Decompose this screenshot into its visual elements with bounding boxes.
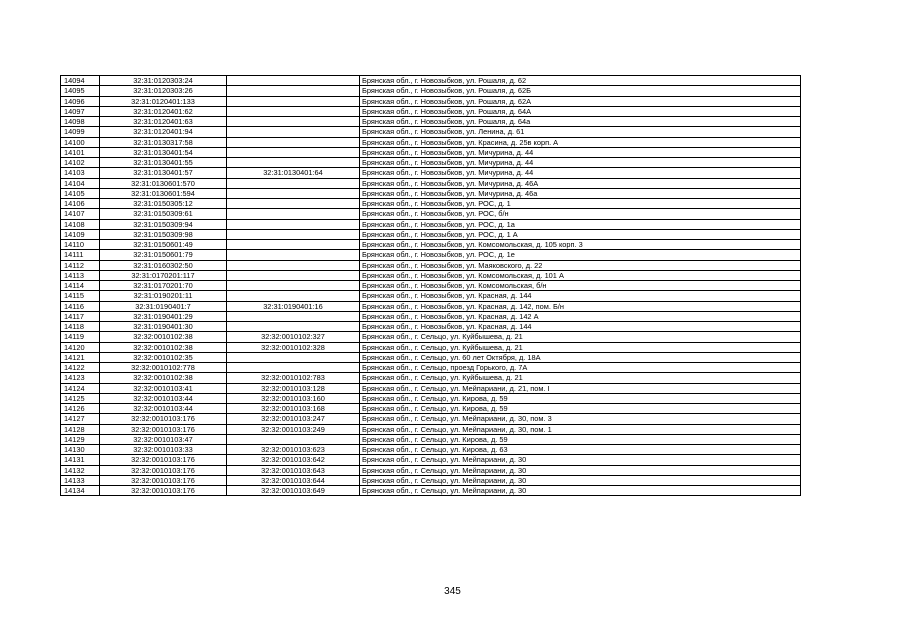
row-number-cell: 14108 — [61, 219, 100, 229]
row-number-cell: 14128 — [61, 424, 100, 434]
address-cell: Брянская обл., г. Новозыбков, ул. Маяковского, д. 22 — [360, 260, 801, 270]
address-cell: Брянская обл., г. Новозыбков, ул. Мичурина, д. 44 — [360, 168, 801, 178]
row-number-cell: 14130 — [61, 445, 100, 455]
address-cell: Брянская обл., г. Новозыбков, ул. Комсомольская, д. 105 корп. 3 — [360, 240, 801, 250]
cadastral-number-cell: 32:31:0130401:57 — [100, 168, 227, 178]
row-number-cell: 14131 — [61, 455, 100, 465]
related-cadastral-number-cell — [227, 96, 360, 106]
row-number-cell: 14110 — [61, 240, 100, 250]
address-cell: Брянская обл., г. Новозыбков, ул. Рошаля, д. 62 — [360, 76, 801, 86]
row-number-cell: 14113 — [61, 270, 100, 280]
row-number-cell: 14125 — [61, 393, 100, 403]
cadastral-number-cell: 32:32:0010102:778 — [100, 363, 227, 373]
cadastral-number-cell: 32:32:0010103:176 — [100, 475, 227, 485]
cadastral-number-cell: 32:31:0150601:79 — [100, 250, 227, 260]
related-cadastral-number-cell — [227, 352, 360, 362]
related-cadastral-number-cell — [227, 229, 360, 239]
table-row — [61, 342, 801, 352]
related-cadastral-number-cell — [227, 137, 360, 147]
address-cell: Брянская обл., г. Сельцо, ул. Мейпариани, д. 30 — [360, 486, 801, 496]
table-row — [61, 281, 801, 291]
address-cell: Брянская обл., г. Новозыбков, ул. РОС, д. 1 — [360, 199, 801, 209]
cadastral-number-cell: 32:32:0010103:176 — [100, 465, 227, 475]
cadastral-number-cell: 32:32:0010103:176 — [100, 414, 227, 424]
row-number-cell: 14107 — [61, 209, 100, 219]
table-row — [61, 158, 801, 168]
cadastral-number-cell: 32:31:0190401:7 — [100, 301, 227, 311]
table-row — [61, 260, 801, 270]
row-number-cell: 14122 — [61, 363, 100, 373]
page-number: 345 — [444, 586, 461, 597]
cadastral-number-cell: 32:32:0010103:176 — [100, 424, 227, 434]
address-cell: Брянская обл., г. Сельцо, ул. Мейпариани, д. 30 — [360, 475, 801, 485]
row-number-cell: 14115 — [61, 291, 100, 301]
related-cadastral-number-cell — [227, 147, 360, 157]
cadastral-number-cell: 32:32:0010103:44 — [100, 404, 227, 414]
address-cell: Брянская обл., г. Сельцо, ул. Кирова, д. 59 — [360, 434, 801, 444]
table-row — [61, 475, 801, 485]
related-cadastral-number-cell — [227, 158, 360, 168]
cadastral-number-cell: 32:31:0190201:11 — [100, 291, 227, 301]
related-cadastral-number-cell — [227, 322, 360, 332]
cadastral-number-cell: 32:31:0150309:94 — [100, 219, 227, 229]
address-cell: Брянская обл., г. Новозыбков, ул. Красная, д. 142, пом. Б/н — [360, 301, 801, 311]
address-cell: Брянская обл., г. Сельцо, ул. Кирова, д. 59 — [360, 404, 801, 414]
table-row — [61, 209, 801, 219]
related-cadastral-number-cell — [227, 76, 360, 86]
address-cell: Брянская обл., г. Сельцо, ул. Мейпариани, д. 21, пом. I — [360, 383, 801, 393]
address-cell: Брянская обл., г. Новозыбков, ул. РОС, д. 1а — [360, 219, 801, 229]
row-number-cell: 14124 — [61, 383, 100, 393]
table-row — [61, 178, 801, 188]
row-number-cell: 14099 — [61, 127, 100, 137]
table-row — [61, 270, 801, 280]
table-row — [61, 373, 801, 383]
cadastral-number-cell: 32:31:0150305:12 — [100, 199, 227, 209]
related-cadastral-number-cell: 32:32:0010103:160 — [227, 393, 360, 403]
related-cadastral-number-cell — [227, 209, 360, 219]
related-cadastral-number-cell — [227, 106, 360, 116]
address-cell: Брянская обл., г. Новозыбков, ул. Рошаля, д. 62Б — [360, 86, 801, 96]
related-cadastral-number-cell — [227, 188, 360, 198]
related-cadastral-number-cell: 32:32:0010103:649 — [227, 486, 360, 496]
row-number-cell: 14104 — [61, 178, 100, 188]
row-number-cell: 14126 — [61, 404, 100, 414]
table-row — [61, 404, 801, 414]
address-cell: Брянская обл., г. Новозыбков, ул. Мичурина, д. 46А — [360, 178, 801, 188]
row-number-cell: 14096 — [61, 96, 100, 106]
table-row — [61, 137, 801, 147]
cadastral-number-cell: 32:32:0010103:41 — [100, 383, 227, 393]
address-cell: Брянская обл., г. Сельцо, ул. Мейпариани, д. 30, пом. 3 — [360, 414, 801, 424]
cadastral-number-cell: 32:32:0010102:38 — [100, 373, 227, 383]
table-row — [61, 229, 801, 239]
address-cell: Брянская обл., г. Сельцо, ул. Мейпариани, д. 30, пом. 1 — [360, 424, 801, 434]
row-number-cell: 14132 — [61, 465, 100, 475]
address-cell: Брянская обл., г. Новозыбков, ул. Рошаля, д. 64а — [360, 117, 801, 127]
address-cell: Брянская обл., г. Сельцо, ул. Мейпариани, д. 30 — [360, 455, 801, 465]
row-number-cell: 14097 — [61, 106, 100, 116]
row-number-cell: 14094 — [61, 76, 100, 86]
row-number-cell: 14111 — [61, 250, 100, 260]
cadastral-number-cell: 32:31:0190401:29 — [100, 311, 227, 321]
address-cell: Брянская обл., г. Сельцо, ул. Кирова, д. 63 — [360, 445, 801, 455]
address-cell: Брянская обл., г. Новозыбков, ул. Красина, д. 25в корп. А — [360, 137, 801, 147]
related-cadastral-number-cell: 32:32:0010102:327 — [227, 332, 360, 342]
cadastral-number-cell: 32:32:0010103:47 — [100, 434, 227, 444]
related-cadastral-number-cell — [227, 363, 360, 373]
address-cell: Брянская обл., г. Новозыбков, ул. Красная, д. 144 — [360, 322, 801, 332]
cadastral-number-cell: 32:32:0010102:38 — [100, 332, 227, 342]
address-cell: Брянская обл., г. Новозыбков, ул. Ленина, д. 61 — [360, 127, 801, 137]
table-row — [61, 424, 801, 434]
table-row — [61, 291, 801, 301]
row-number-cell: 14123 — [61, 373, 100, 383]
table-row — [61, 455, 801, 465]
related-cadastral-number-cell: 32:32:0010103:247 — [227, 414, 360, 424]
cadastral-number-cell: 32:32:0010103:176 — [100, 455, 227, 465]
cadastral-number-cell: 32:31:0170201:70 — [100, 281, 227, 291]
table-row — [61, 363, 801, 373]
cadastral-number-cell: 32:31:0150601:49 — [100, 240, 227, 250]
related-cadastral-number-cell: 32:32:0010103:249 — [227, 424, 360, 434]
table-row — [61, 445, 801, 455]
row-number-cell: 14098 — [61, 117, 100, 127]
table-row — [61, 199, 801, 209]
related-cadastral-number-cell — [227, 281, 360, 291]
related-cadastral-number-cell — [227, 291, 360, 301]
table-row — [61, 117, 801, 127]
address-cell: Брянская обл., г. Новозыбков, ул. РОС, д. 1е — [360, 250, 801, 260]
address-cell: Брянская обл., г. Новозыбков, ул. Рошаля, д. 62А — [360, 96, 801, 106]
row-number-cell: 14100 — [61, 137, 100, 147]
address-cell: Брянская обл., г. Сельцо, проезд Горького, д. 7А — [360, 363, 801, 373]
row-number-cell: 14129 — [61, 434, 100, 444]
related-cadastral-number-cell — [227, 250, 360, 260]
address-cell: Брянская обл., г. Новозыбков, ул. РОС, д. 1 А — [360, 229, 801, 239]
table-row — [61, 106, 801, 116]
address-cell: Брянская обл., г. Сельцо, ул. Куйбышева, д. 21 — [360, 373, 801, 383]
row-number-cell: 14133 — [61, 475, 100, 485]
cadastral-number-cell: 32:31:0170201:117 — [100, 270, 227, 280]
table-row — [61, 168, 801, 178]
registry-table — [60, 75, 801, 496]
related-cadastral-number-cell: 32:31:0130401:64 — [227, 168, 360, 178]
table-row — [61, 240, 801, 250]
related-cadastral-number-cell — [227, 260, 360, 270]
address-cell: Брянская обл., г. Новозыбков, ул. РОС, б/н — [360, 209, 801, 219]
cadastral-number-cell: 32:31:0120401:94 — [100, 127, 227, 137]
cadastral-number-cell: 32:31:0130601:594 — [100, 188, 227, 198]
address-cell: Брянская обл., г. Новозыбков, ул. Мичурина, д. 44 — [360, 147, 801, 157]
row-number-cell: 14102 — [61, 158, 100, 168]
table-row — [61, 383, 801, 393]
cadastral-number-cell: 32:31:0130601:570 — [100, 178, 227, 188]
table-row — [61, 301, 801, 311]
cadastral-number-cell: 32:31:0120401:62 — [100, 106, 227, 116]
address-cell: Брянская обл., г. Сельцо, ул. Куйбышева, д. 21 — [360, 342, 801, 352]
table-row — [61, 434, 801, 444]
related-cadastral-number-cell: 32:32:0010103:623 — [227, 445, 360, 455]
related-cadastral-number-cell: 32:32:0010103:642 — [227, 455, 360, 465]
row-number-cell: 14127 — [61, 414, 100, 424]
related-cadastral-number-cell: 32:31:0190401:16 — [227, 301, 360, 311]
related-cadastral-number-cell — [227, 199, 360, 209]
row-number-cell: 14134 — [61, 486, 100, 496]
address-cell: Брянская обл., г. Новозыбков, ул. Красная, д. 142 А — [360, 311, 801, 321]
related-cadastral-number-cell: 32:32:0010103:168 — [227, 404, 360, 414]
cadastral-number-cell: 32:31:0130401:55 — [100, 158, 227, 168]
related-cadastral-number-cell — [227, 86, 360, 96]
table-row — [61, 311, 801, 321]
row-number-cell: 14119 — [61, 332, 100, 342]
row-number-cell: 14112 — [61, 260, 100, 270]
table-row — [61, 332, 801, 342]
related-cadastral-number-cell — [227, 117, 360, 127]
address-cell: Брянская обл., г. Сельцо, ул. Кирова, д. 59 — [360, 393, 801, 403]
cadastral-number-cell: 32:32:0010103:33 — [100, 445, 227, 455]
table-row — [61, 393, 801, 403]
related-cadastral-number-cell — [227, 219, 360, 229]
row-number-cell: 14120 — [61, 342, 100, 352]
cadastral-number-cell: 32:31:0120401:133 — [100, 96, 227, 106]
row-number-cell: 14116 — [61, 301, 100, 311]
related-cadastral-number-cell: 32:32:0010103:643 — [227, 465, 360, 475]
cadastral-number-cell: 32:31:0150309:61 — [100, 209, 227, 219]
related-cadastral-number-cell: 32:32:0010102:328 — [227, 342, 360, 352]
row-number-cell: 14121 — [61, 352, 100, 362]
cadastral-number-cell: 32:32:0010103:176 — [100, 486, 227, 496]
cadastral-number-cell: 32:32:0010103:44 — [100, 393, 227, 403]
address-cell: Брянская обл., г. Новозыбков, ул. Комсомольская, б/н — [360, 281, 801, 291]
related-cadastral-number-cell — [227, 127, 360, 137]
cadastral-number-cell: 32:31:0150309:98 — [100, 229, 227, 239]
cadastral-number-cell: 32:31:0160302:50 — [100, 260, 227, 270]
address-cell: Брянская обл., г. Сельцо, ул. Куйбышева, д. 21 — [360, 332, 801, 342]
cadastral-number-cell: 32:31:0120401:63 — [100, 117, 227, 127]
table-row — [61, 188, 801, 198]
cadastral-number-cell: 32:31:0120303:26 — [100, 86, 227, 96]
row-number-cell: 14114 — [61, 281, 100, 291]
cadastral-number-cell: 32:31:0130401:54 — [100, 147, 227, 157]
cadastral-number-cell: 32:31:0120303:24 — [100, 76, 227, 86]
cadastral-number-cell: 32:32:0010102:38 — [100, 342, 227, 352]
row-number-cell: 14118 — [61, 322, 100, 332]
table-row — [61, 147, 801, 157]
related-cadastral-number-cell: 32:32:0010103:128 — [227, 383, 360, 393]
table-body — [61, 76, 801, 496]
address-cell: Брянская обл., г. Новозыбков, ул. Мичурина, д. 46а — [360, 188, 801, 198]
cadastral-number-cell: 32:32:0010102:35 — [100, 352, 227, 362]
table-row — [61, 219, 801, 229]
address-cell: Брянская обл., г. Сельцо, ул. 60 лет Октября, д. 18А — [360, 352, 801, 362]
row-number-cell: 14109 — [61, 229, 100, 239]
row-number-cell: 14101 — [61, 147, 100, 157]
row-number-cell: 14105 — [61, 188, 100, 198]
row-number-cell: 14117 — [61, 311, 100, 321]
table-row — [61, 486, 801, 496]
table-row — [61, 250, 801, 260]
row-number-cell: 14106 — [61, 199, 100, 209]
related-cadastral-number-cell: 32:32:0010103:644 — [227, 475, 360, 485]
related-cadastral-number-cell: 32:32:0010102:783 — [227, 373, 360, 383]
row-number-cell: 14103 — [61, 168, 100, 178]
related-cadastral-number-cell — [227, 270, 360, 280]
cadastral-number-cell: 32:31:0190401:30 — [100, 322, 227, 332]
related-cadastral-number-cell — [227, 240, 360, 250]
related-cadastral-number-cell — [227, 178, 360, 188]
related-cadastral-number-cell — [227, 311, 360, 321]
row-number-cell: 14095 — [61, 86, 100, 96]
address-cell: Брянская обл., г. Сельцо, ул. Мейпариани, д. 30 — [360, 465, 801, 475]
address-cell: Брянская обл., г. Новозыбков, ул. Красная, д. 144 — [360, 291, 801, 301]
table-row — [61, 127, 801, 137]
cadastral-number-cell: 32:31:0130317:58 — [100, 137, 227, 147]
table-row — [61, 96, 801, 106]
table-row — [61, 352, 801, 362]
address-cell: Брянская обл., г. Новозыбков, ул. Рошаля, д. 64А — [360, 106, 801, 116]
address-cell: Брянская обл., г. Новозыбков, ул. Комсомольская, д. 101 А — [360, 270, 801, 280]
related-cadastral-number-cell — [227, 434, 360, 444]
address-cell: Брянская обл., г. Новозыбков, ул. Мичурина, д. 44 — [360, 158, 801, 168]
table-row — [61, 322, 801, 332]
table-row — [61, 76, 801, 86]
table-row — [61, 86, 801, 96]
table-row — [61, 414, 801, 424]
table-row — [61, 465, 801, 475]
